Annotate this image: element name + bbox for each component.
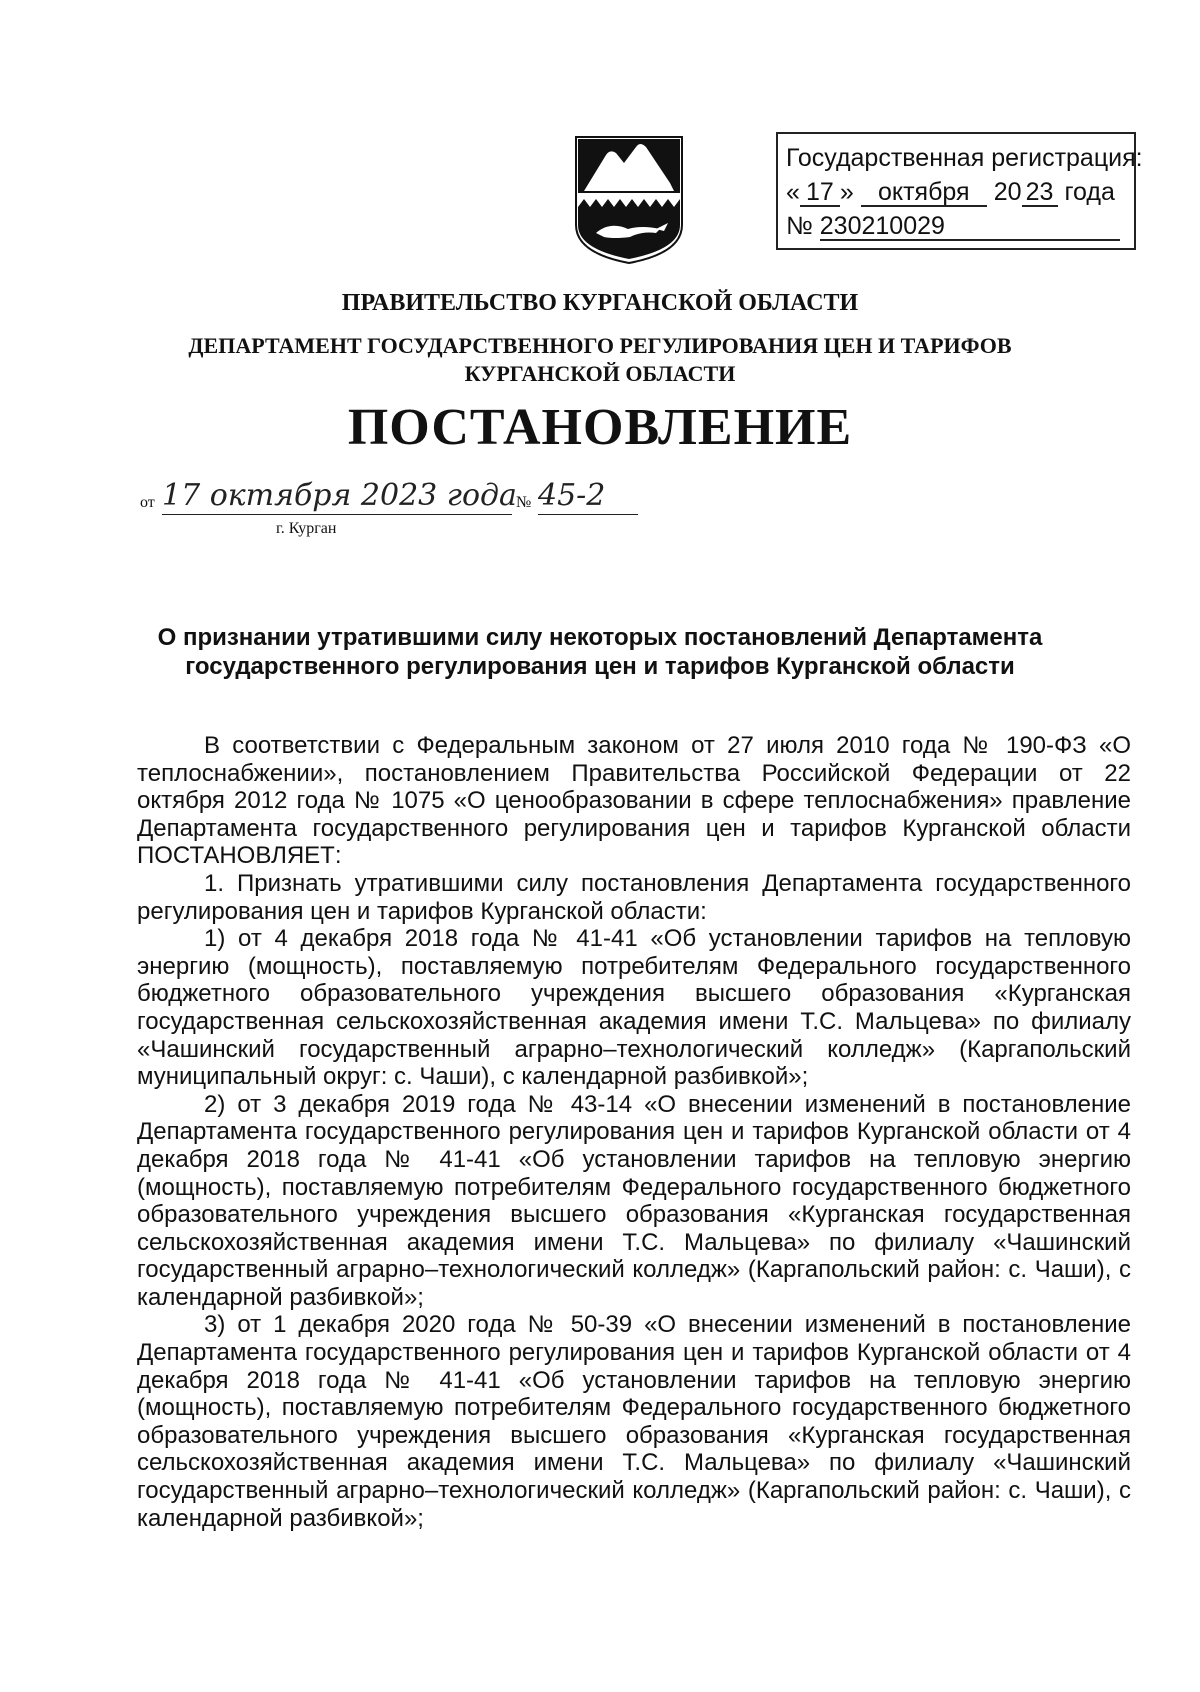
body-paragraph-subitem-2: 2) от 3 декабря 2019 года № 43-14 «О внесении изменений в постановление Департамента государственного регулирования цен и тарифов Курганской области от 4 декабря 2018 года № 41-41 «Об установлении тарифов на тепловую энергию (мощность), поставляемую потребителям Федерального государственного бюджетного образовательного учреждения высшего образования «Курганская государственная сельскохозяйственная академия имени Т.С. Мальцева» по филиалу «Чашинский государственный аграрно–технологический колледж» (Каргапольский район: с. Чаши), с календарной разбивкой»; [137, 1090, 1131, 1311]
government-heading: ПРАВИТЕЛЬСТВО КУРГАНСКОЙ ОБЛАСТИ [341, 290, 859, 316]
city-label: г. Курган [276, 520, 337, 537]
department-heading-line1: ДЕПАРТАМЕНТ ГОСУДАРСТВЕННОГО РЕГУЛИРОВАНИЯ ЦЕН И ТАРИФОВ [188, 333, 1012, 358]
registration-day-open: « [786, 178, 800, 206]
registration-day-close: » [839, 178, 854, 206]
document-body [137, 732, 1131, 1532]
handwritten-document-number: 45-2 [538, 478, 638, 515]
registration-year-suffix: 23 [1022, 179, 1058, 207]
document-subject: О признании утратившими силу некоторых постановлений Департамента государственного регулирования цен и тарифов Курганской области [157, 624, 1043, 680]
date-number-line [140, 478, 640, 538]
registration-year-prefix: 20 [993, 178, 1022, 206]
registration-number: 230210029 [820, 213, 1120, 241]
registration-date [786, 174, 1115, 210]
registration-day: 17 [800, 179, 840, 207]
registration-box [776, 132, 1143, 250]
registration-title: Государственная регистрация: [786, 144, 1143, 172]
registration-month: октября [861, 179, 987, 207]
body-paragraph-preamble: В соответствии с Федеральным законом от 27 июля 2010 года № 190-ФЗ «О теплоснабжении», постановлением Правительства Российской Федерации от 22 октября 2012 года № 1075 «О ценообразовании в сфере теплоснабжения» правление Департамента государственного регулирования цен и тарифов Курганской области ПОСТАНОВЛЯЕТ: [137, 732, 1131, 870]
registration-number-label: № [786, 212, 813, 240]
coat-of-arms-icon [570, 133, 688, 265]
document-number-label: № [516, 494, 532, 511]
registration-number-line [786, 208, 1120, 244]
document-type-title: ПОСТАНОВЛЕНИЕ [347, 399, 853, 456]
body-paragraph-subitem-1: 1) от 4 декабря 2018 года № 41-41 «Об установлении тарифов на тепловую энергию (мощность), поставляемую потребителям Федерального государственного бюджетного образовательного учреждения высшего образования «Курганская государственная сельскохозяйственная академия имени Т.С. Мальцева» по филиалу «Чашинский государственный аграрно–технологический колледж» (Каргапольский муниципальный округ: с. Чаши), с календарной разбивкой»; [137, 925, 1131, 1091]
date-from-label: от [140, 494, 155, 511]
registration-year-word: года [1064, 178, 1115, 206]
handwritten-date: 17 октября 2023 года [162, 478, 517, 513]
body-paragraph-item-1: 1. Признать утратившими силу постановления Департамента государственного регулирования цен и тарифов Курганской области: [137, 869, 1131, 925]
body-paragraph-subitem-3: 3) от 1 декабря 2020 года № 50-39 «О внесении изменений в постановление Департамента государственного регулирования цен и тарифов Курганской области от 4 декабря 2018 года № 41-41 «Об установлении тарифов на тепловую энергию (мощность), поставляемую потребителям Федерального государственного бюджетного образовательного учреждения высшего образования «Курганская государственная сельскохозяйственная академия имени Т.С. Мальцева» по филиалу «Чашинский государственный аграрно–технологический колледж» (Каргапольский район: с. Чаши), с календарной разбивкой»; [137, 1311, 1131, 1532]
department-heading-line2: КУРГАНСКОЙ ОБЛАСТИ [464, 361, 736, 386]
